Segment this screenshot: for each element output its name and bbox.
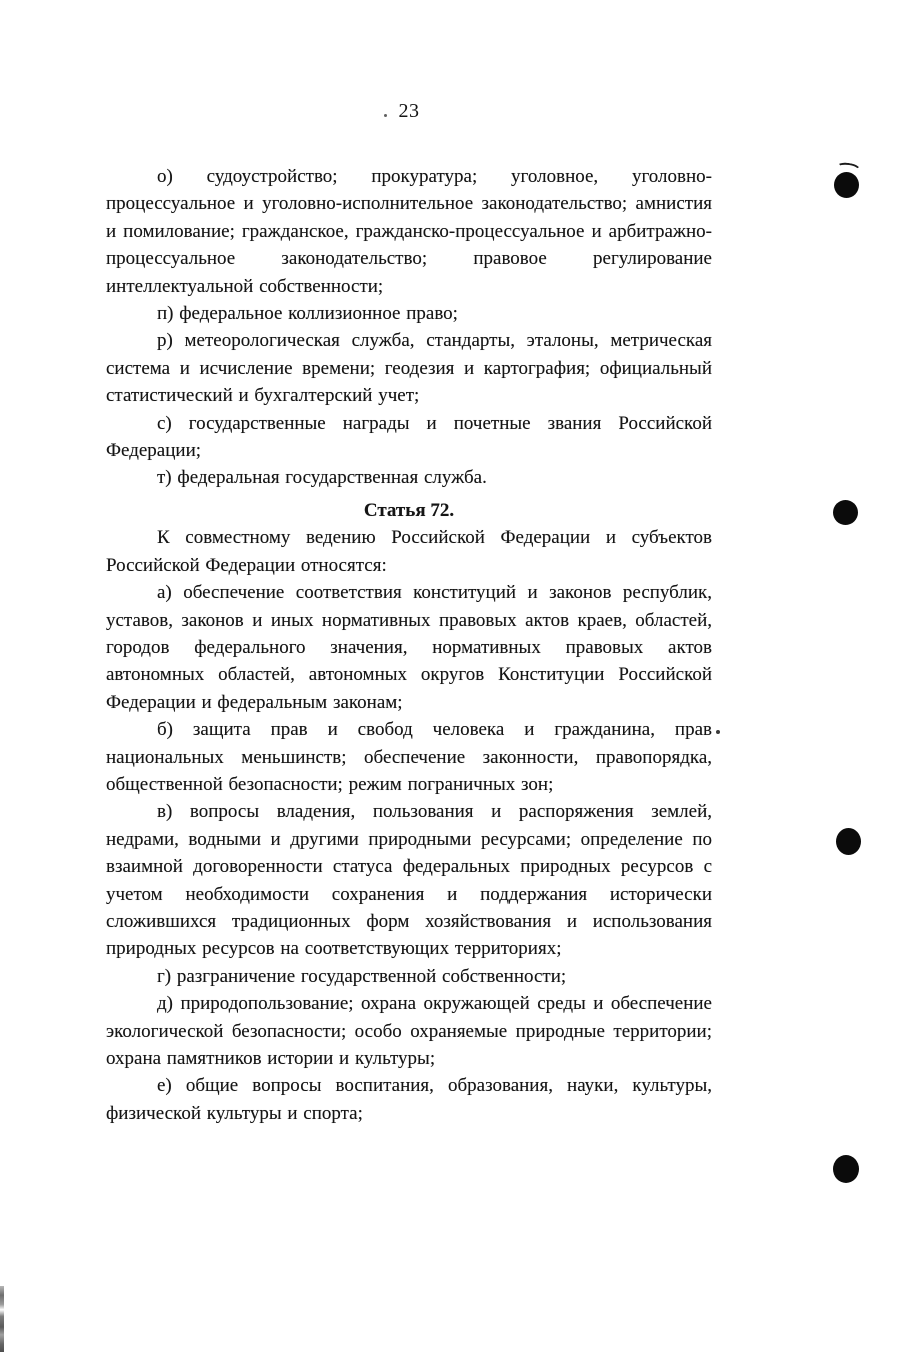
scan-speck — [384, 114, 387, 117]
clause-g: г) разграничение государственной собственности; — [157, 965, 567, 987]
clause-b: б) защита прав и свобод человека и гражданина, прав национальных меньшинств; обеспечение законности, правопорядка, общественной безопасности; режим пограничных зон; — [106, 719, 712, 795]
scan-edge-artifact — [0, 1286, 4, 1352]
page-number: 23 — [398, 100, 420, 122]
clause-e: е) общие вопросы воспитания, образования, науки, культуры, физической культуры и спорта; — [106, 1075, 712, 1124]
punch-hole-mark-1 — [834, 172, 859, 198]
clause-v: в) вопросы владения, пользования и распоряжения землей, недрами, водными и другими природными ресурсами; определение по взаимной договоренности статуса федеральных природных ресурсов с учетом необходимости сохранения и поддержания исторически сложившихся традиционных форм хозяйствования и использования природных ресурсов на соответствующих территориях; — [106, 801, 712, 960]
punch-hole-mark-4 — [833, 1155, 859, 1183]
clause-r: р) метеорологическая служба, стандарты, эталоны, метрическая система и исчисление времени; геодезия и картография; официальный статистический и бухгалтерский учет; — [106, 330, 712, 407]
clause-o: о) судоустройство; прокуратура; уголовное, уголовно-процессуальное и уголовно-исполнительное законодательство; амнистия и помилование; гражданское, гражданско-процессуальное и арбитражно-процессуальное законодательство; правовое регулирование интеллектуальной собственности; — [106, 166, 712, 297]
article-72-heading: Статья 72. — [363, 499, 455, 521]
clause-s: с) государственные награды и почетные звания Российской Федерации; — [106, 412, 712, 462]
clause-a: а) обеспечение соответствия конституций и законов республик, уставов, законов и иных нормативных правовых актов краев, областей, городов федерального значения, нормативных правовых актов автономных областей, автономных округов Конституции Российской Федерации и федеральным законам; — [106, 582, 712, 713]
punch-hole-mark-2 — [833, 500, 858, 525]
text-block — [106, 98, 712, 1127]
punch-hole-mark-3 — [836, 828, 861, 855]
clause-d: д) природопользование; охрана окружающей среды и обеспечение экологической безопасности; особо охраняемые природные территории; охрана памятников истории и культуры; — [106, 993, 712, 1069]
article-72-intro: К совместному ведению Российской Федерации и субъектов Российской Федерации относятся: — [106, 527, 712, 576]
clause-p: п) федеральное коллизионное право; — [157, 303, 458, 325]
clause-t: т) федеральная государственная служба. — [157, 467, 487, 489]
scan-speck — [716, 730, 720, 734]
